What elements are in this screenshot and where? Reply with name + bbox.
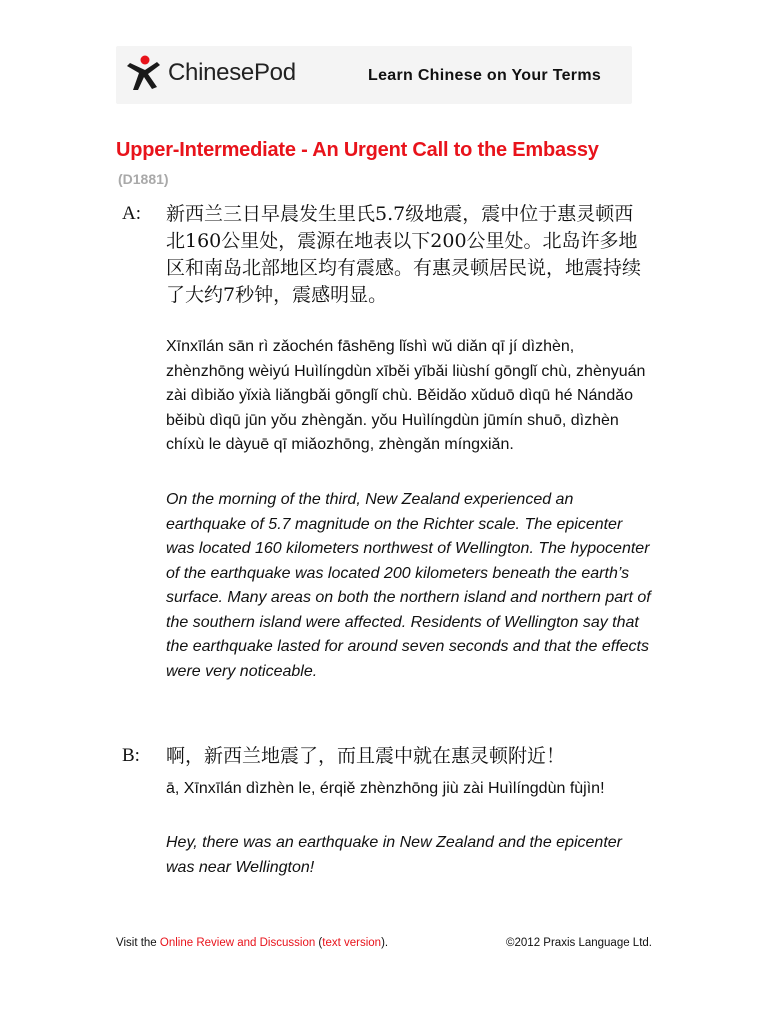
online-review-link[interactable]: Online Review and Discussion: [159, 937, 316, 949]
footer-paren-close: ).: [381, 937, 389, 949]
text-version-link[interactable]: text version: [322, 937, 382, 949]
copyright: ©2012 Praxis Language Ltd.: [506, 937, 652, 949]
dialogue-hanzi: 新西兰三日早晨发生里氏5.7级地震，震中位于惠灵顿西北160公里处，震源在地表以下200公里处。北岛许多地区和南岛北部地区均有震感。有惠灵顿居民说，地震持续了大约7秒钟，震感明显。: [166, 203, 642, 306]
speaker-label: B:: [122, 745, 140, 766]
lesson-title: Upper-Intermediate - An Urgent Call to the Embassy: [116, 139, 599, 161]
dialogue-english: On the morning of the third, New Zealand experienced an earthquake of 5.7 magnitude on the Richter scale. The epicenter was located 160 kilometers northwest of Wellington. The hypocenter of the earthquake was located 200 kilometers beneath the earth’s surface. Many areas on both the northern island and northern part of the southern island were affected. Residents of Wellington say that the earthquake lasted for around seven seconds and that the effects were very noticeable.: [166, 491, 651, 680]
speaker-label: A:: [122, 203, 141, 224]
tagline: Learn Chinese on Your Terms: [368, 67, 602, 84]
footer-note: [116, 937, 388, 949]
lesson-code: (D1881): [118, 171, 169, 187]
dialogue-hanzi: 啊，新西兰地震了，而且震中就在惠灵顿附近！: [166, 745, 566, 767]
dialogue-pinyin: ā, Xīnxīlán dìzhèn le, érqiě zhènzhōng jiù zài Huìlíngdùn fùjìn!: [166, 780, 605, 797]
brand-name: ChinesePod: [168, 59, 296, 86]
chinesepod-logo-icon: [124, 54, 164, 94]
header-banner: [116, 46, 632, 104]
footer-prefix: Visit the: [116, 937, 160, 949]
footer-paren-open: (: [315, 937, 323, 949]
dialogue-english: Hey, there was an earthquake in New Zealand and the epicenter was near Wellington!: [166, 834, 622, 876]
dialogue-pinyin: Xīnxīlán sān rì zǎochén fāshēng lǐshì wǔ diǎn qī jí dìzhèn, zhènzhōng wèiyú Huìlíngdùn xīběi yībǎi liùshí gōnglǐ chù, zhènyuán zài dìbiǎo yǐxià liǎngbǎi gōnglǐ chù. Běidǎo xǔduō dìqū hé Nándǎo běibù dìqū jūn yǒu zhèngǎn. yǒu Huìlíngdùn jūmín shuō, dìzhèn chíxù le dàyuē qī miǎozhōng, zhèngǎn míngxiǎn.: [166, 338, 646, 453]
